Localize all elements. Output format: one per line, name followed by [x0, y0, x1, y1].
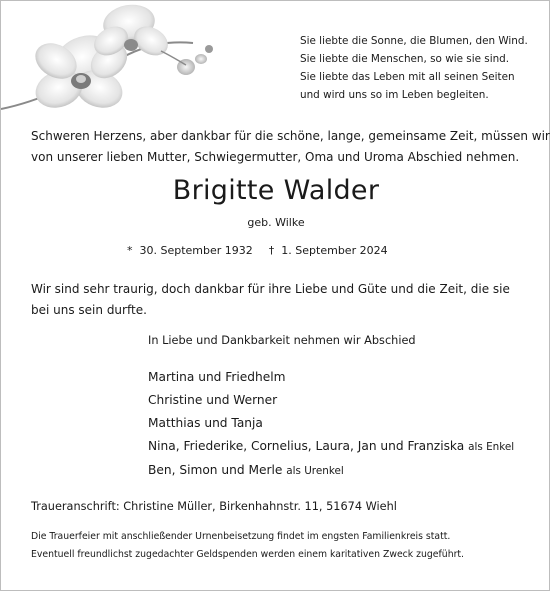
family-entry [148, 366, 514, 389]
poem [300, 32, 528, 104]
family-entry [148, 412, 514, 435]
birth-date: 30. September 1932 [139, 244, 253, 257]
orchid-flower-icon [1, 1, 221, 121]
family-names: Nina, Friederike, Cornelius, Laura, Jan und Franziska [148, 439, 465, 453]
poem-line: und wird uns so im Leben begleiten. [300, 89, 489, 101]
family-entry [148, 435, 514, 459]
intro-line: Schweren Herzens, aber dankbar für die schöne, lange, gemeinsame Zeit, müssen wir [31, 129, 550, 143]
poem-line: Sie liebte die Menschen, so wie sie sind. [300, 53, 510, 65]
family-names: Matthias und Tanja [148, 416, 263, 430]
family-relation: als Enkel [468, 441, 515, 453]
maiden-name: geb. Wilke [247, 216, 305, 229]
birth-star-icon: * [127, 244, 133, 257]
family-entry [148, 459, 514, 483]
farewell-line: In Liebe und Dankbarkeit nehmen wir Abschied [148, 334, 416, 347]
death-cross-icon: † [268, 244, 275, 257]
notice-line: Die Trauerfeier mit anschließender Urnenbeisetzung findet im engsten Familienkreis statt. [31, 531, 451, 542]
family-names: Ben, Simon und Merle [148, 463, 283, 477]
notice-line: Eventuell freundlichst zugedachter Geldspenden werden einem karitativen Zweck zugeführt. [31, 549, 465, 560]
poem-line: Sie liebte das Leben mit all seinen Seiten [300, 71, 515, 83]
family-relation: als Urenkel [286, 465, 344, 477]
family-names: Martina und Friedhelm [148, 370, 286, 384]
funeral-notice [31, 528, 464, 564]
family-names: Christine und Werner [148, 393, 278, 407]
family-entry [148, 389, 514, 412]
poem-line: Sie liebte die Sonne, die Blumen, den Wind. [300, 35, 528, 47]
family-list [148, 366, 514, 483]
intro-line: von unserer lieben Mutter, Schwiegermutter, Oma und Uroma Abschied nehmen. [31, 150, 520, 164]
death-date: 1. September 2024 [281, 244, 388, 257]
life-dates [127, 244, 388, 257]
grief-text: Wir sind sehr traurig, doch dankbar für ihre Liebe und Güte und die Zeit, die sie bei uns sein durfte. [31, 282, 510, 317]
intro-text [31, 126, 550, 168]
mourning-address: Traueranschrift: Christine Müller, Birkenhahnstr. 11, 51674 Wiehl [31, 500, 397, 513]
deceased-name: Brigitte Walder [172, 175, 380, 206]
